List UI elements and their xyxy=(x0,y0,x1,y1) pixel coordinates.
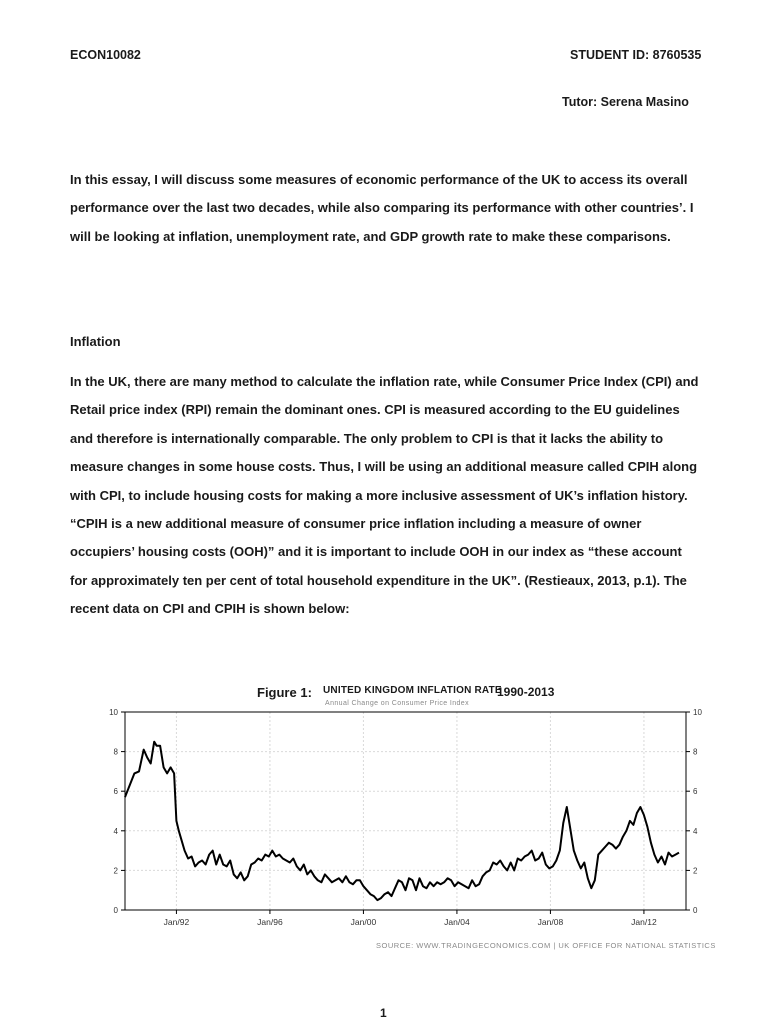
y-tick-label-left: 0 xyxy=(113,906,118,915)
y-tick-label-left: 2 xyxy=(113,866,118,876)
y-tick-label-right: 8 xyxy=(693,747,698,757)
y-tick-label-left: 6 xyxy=(113,787,118,797)
figure-label: Figure 1: xyxy=(257,685,312,700)
y-tick-label-right: 6 xyxy=(693,787,698,797)
x-tick-label: Jan/08 xyxy=(537,917,564,927)
section-heading-inflation: Inflation xyxy=(70,334,121,349)
tutor-name: Tutor: Serena Masino xyxy=(562,95,689,109)
y-tick-label-right: 4 xyxy=(693,826,698,836)
inflation-paragraph: In the UK, there are many method to calculate the inflation rate, while Consumer Price Index (CPI) and Retail price index (RPI) remain the dominant ones. CPI is measured according to the EU guidelines and therefore is internationally comparable. The only problem to CPI is that it lacks the ability to measure changes in some house costs. Thus, I will be using an additional measure called CPIH along with CPI, to include housing costs for making a more inclusive assessment of UK’s inflation history. “CPIH is a new additional measure of consumer price inflation including a measure of owner occupiers’ housing costs (OOH)” and it is important to include OOH in our index as “these account for approximately ten per cent of total household expenditure in the UK”. (Restieaux, 2013, p.1). The recent data on CPI and CPIH is shown below: xyxy=(70,374,699,617)
y-tick-label-left: 8 xyxy=(113,747,118,757)
x-tick-label: Jan/96 xyxy=(257,917,283,927)
chart-source: SOURCE: WWW.TRADINGECONOMICS.COM | UK OFFICE FOR NATIONAL STATISTICS xyxy=(376,941,716,950)
page-number: 1 xyxy=(380,1006,387,1020)
y-tick-label-right: 10 xyxy=(693,708,702,717)
x-tick-label: Jan/04 xyxy=(444,917,470,927)
plot-frame xyxy=(125,712,686,910)
x-tick-label: Jan/12 xyxy=(631,917,657,927)
y-tick-label-right: 2 xyxy=(693,866,698,876)
y-tick-label-left: 4 xyxy=(113,826,118,836)
course-code: ECON10082 xyxy=(70,48,141,62)
inflation-line-chart xyxy=(95,705,725,930)
chart-title: UNITED KINGDOM INFLATION RATE xyxy=(323,685,502,696)
intro-paragraph: In this essay, I will discuss some measures of economic performance of the UK to access its overall performance over the last two decades, while also comparing its performance with other countries’. I will be looking at inflation, unemployment rate, and GDP growth rate to make these comparisons. xyxy=(70,172,694,244)
y-tick-label-left: 10 xyxy=(109,708,118,717)
x-tick-label: Jan/00 xyxy=(350,917,377,927)
x-tick-label: Jan/92 xyxy=(163,917,190,927)
chart-years: 1990-2013 xyxy=(497,685,555,699)
student-id: STUDENT ID: 8760535 xyxy=(570,48,702,62)
y-tick-label-right: 0 xyxy=(693,906,698,915)
chart-subtitle: Annual Change on Consumer Price Index xyxy=(325,700,469,707)
inflation-series-line xyxy=(125,742,679,900)
